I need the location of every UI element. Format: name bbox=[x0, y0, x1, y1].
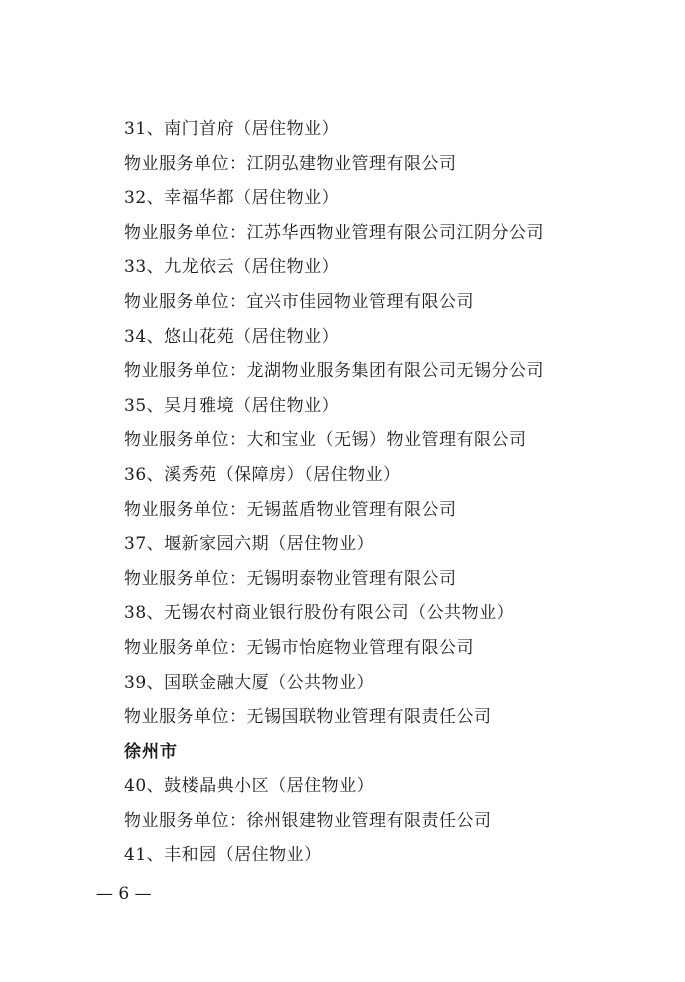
list-item-title: 41、丰和园（居住物业） bbox=[124, 845, 322, 866]
list-item-title: 32、幸福华都（居住物业） bbox=[124, 188, 340, 209]
list-item-title: 39、国联金融大厦（公共物业） bbox=[124, 672, 375, 693]
service-provider-line: 物业服务单位：江苏华西物业管理有限公司江阴分公司 bbox=[124, 222, 544, 243]
list-item-title: 37、堰新家园六期（居住物业） bbox=[124, 534, 375, 555]
service-provider-line: 物业服务单位：徐州银建物业管理有限责任公司 bbox=[124, 810, 492, 831]
service-provider-line: 物业服务单位：无锡市怡庭物业管理有限公司 bbox=[124, 637, 474, 658]
page-number: — 6 — bbox=[96, 884, 152, 904]
list-item-title: 38、无锡农村商业银行股份有限公司（公共物业） bbox=[124, 603, 515, 624]
service-provider-line: 物业服务单位：宜兴市佳园物业管理有限公司 bbox=[124, 291, 474, 312]
document-body bbox=[124, 112, 664, 873]
list-item-title: 31、南门首府（居住物业） bbox=[124, 119, 340, 139]
list-item-title: 33、九龙依云（居住物业） bbox=[124, 257, 340, 278]
service-provider-line: 物业服务单位：江阴弘建物业管理有限公司 bbox=[124, 153, 457, 174]
list-item-title: 35、吴月雅境（居住物业） bbox=[124, 395, 340, 416]
list-item-title: 40、鼓楼晶典小区（居住物业） bbox=[124, 776, 375, 797]
service-provider-line: 物业服务单位：大和宝业（无锡）物业管理有限公司 bbox=[124, 430, 527, 451]
service-provider-line: 物业服务单位：无锡明泰物业管理有限公司 bbox=[124, 568, 457, 589]
list-item-title: 36、溪秀苑（保障房）（居住物业） bbox=[124, 464, 401, 485]
section-heading-city: 徐州市 bbox=[124, 741, 178, 762]
service-provider-line: 物业服务单位：龙湖物业服务集团有限公司无锡分公司 bbox=[124, 361, 544, 382]
list-item-title: 34、悠山花苑（居住物业） bbox=[124, 326, 340, 347]
service-provider-line: 物业服务单位：无锡蓝盾物业管理有限公司 bbox=[124, 499, 457, 520]
service-provider-line: 物业服务单位：无锡国联物业管理有限责任公司 bbox=[124, 707, 492, 728]
